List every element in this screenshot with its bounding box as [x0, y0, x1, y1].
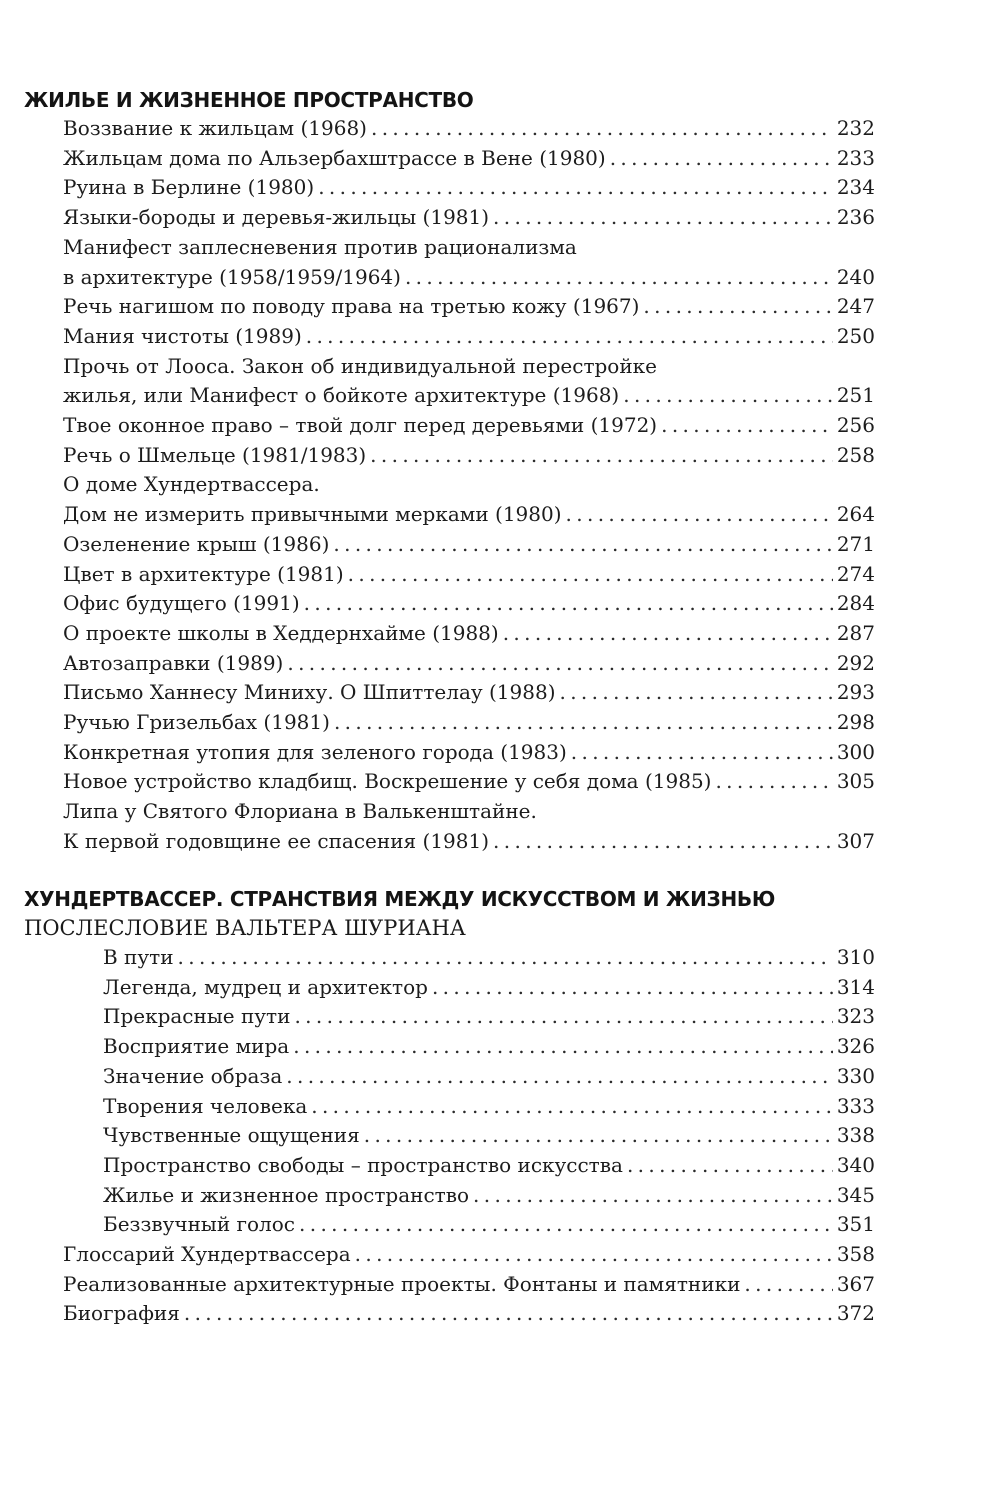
toc-entry-title: Пространство свободы – пространство искусства: [103, 1152, 623, 1177]
toc-entry-title: Манифест заплесневения против рационализма: [63, 234, 577, 259]
toc-page-number: 326: [836, 1034, 875, 1059]
dot-leader: [334, 708, 833, 738]
toc-entry-title: Прекрасные пути: [103, 1004, 291, 1029]
dot-leader: [405, 263, 833, 293]
toc-entry-title: В пути: [103, 945, 174, 969]
toc-entry-title: Твое оконное право – твой долг перед деревьями (1972): [63, 413, 658, 437]
toc-page-number: 284: [836, 591, 875, 616]
toc-entry: [63, 797, 875, 827]
toc-page-number: 293: [836, 680, 875, 705]
toc-entry-title: Новое устройство кладбищ. Воскрешение у себя дома (1985): [63, 769, 712, 794]
toc-entry: [103, 1181, 875, 1211]
toc-entry-title: Творения человека: [103, 1093, 308, 1118]
toc-page-number: 240: [836, 264, 875, 289]
dot-leader: [493, 827, 833, 857]
toc-entry-title: Речь нагишом по поводу права на третью кожу (1967): [63, 294, 640, 319]
toc-page-number: 234: [836, 175, 875, 200]
toc-entry-title: О доме Хундертвассера.: [63, 472, 320, 497]
toc-page-number: 300: [836, 739, 875, 764]
dot-leader: [715, 767, 832, 797]
toc-entry: [63, 1240, 875, 1270]
toc-page-number: 271: [836, 531, 875, 556]
toc-entry: [103, 1062, 875, 1092]
dot-leader: [493, 203, 833, 233]
dot-leader: [348, 560, 833, 590]
dot-leader: [643, 292, 832, 322]
toc-page-number: 298: [836, 710, 875, 734]
toc-page-number: 307: [836, 828, 875, 853]
toc-entry: [103, 1151, 875, 1181]
toc-page-number: 250: [836, 323, 875, 348]
toc-page-number: 292: [836, 650, 875, 675]
toc-entry: [63, 767, 875, 797]
toc-entry-title: Автозаправки (1989): [63, 650, 284, 675]
dot-leader: [623, 381, 833, 411]
section-heading-housing: ЖИЛЬЕ И ЖИЗНЕННОЕ ПРОСТРАНСТВО: [24, 88, 474, 112]
dot-leader: [299, 1210, 833, 1240]
toc-page-number: 256: [836, 413, 875, 437]
dot-leader: [293, 1032, 833, 1062]
toc-entry-title: Офис будущего (1991): [63, 591, 300, 616]
toc-entry: [63, 1270, 875, 1300]
dot-leader: [318, 173, 833, 203]
toc-page-number: 367: [836, 1271, 875, 1296]
toc-page-number: 232: [836, 116, 875, 140]
toc-page-number: 236: [836, 205, 875, 230]
dot-leader: [503, 619, 833, 649]
toc-entry: [63, 589, 875, 619]
toc-entry: [103, 1032, 875, 1062]
toc-entry: [63, 263, 875, 293]
toc-page-number: 323: [836, 1004, 875, 1029]
toc-page-number: 358: [836, 1242, 875, 1266]
toc-page-number: 305: [836, 769, 875, 794]
toc-entry-title: Цвет в архитектуре (1981): [63, 561, 344, 586]
toc-entry-title: Биография: [63, 1301, 180, 1326]
toc-entry: [103, 1002, 875, 1032]
toc-entry-title: Липа у Святого Флориана в Валькенштайне.: [63, 799, 537, 824]
dot-leader: [571, 738, 833, 768]
toc-page-number: 233: [836, 145, 875, 170]
toc-page-number: 372: [836, 1301, 875, 1326]
toc-page-number: 310: [836, 945, 875, 969]
toc-entry: [63, 173, 875, 203]
toc-entry-title: Письмо Ханнесу Миниху. О Шпиттелау (1988): [63, 680, 556, 705]
dot-leader: [178, 943, 833, 973]
dot-leader: [661, 411, 833, 441]
toc-entry-title: Мания чистоты (1989): [63, 323, 302, 348]
toc-entry: [63, 678, 875, 708]
toc-entry-title: О проекте школы в Хеддернхайме (1988): [63, 620, 499, 645]
dot-leader: [566, 500, 833, 530]
toc-entry: [63, 233, 875, 263]
dot-leader: [432, 973, 833, 1003]
toc-entry-title: Чувственные ощущения: [103, 1123, 360, 1148]
dot-leader: [370, 441, 833, 471]
toc-entry: [63, 411, 875, 441]
toc-entry-title: Жилье и жизненное пространство: [103, 1182, 470, 1207]
toc-entry-title: Дом не измерить привычными мерками (1980): [63, 502, 562, 527]
dot-leader: [304, 589, 833, 619]
dot-leader: [184, 1299, 833, 1329]
toc-page-number: 251: [836, 383, 875, 408]
toc-entry: [63, 560, 875, 590]
toc-entry: [103, 1092, 875, 1122]
toc-page-number: 274: [836, 561, 875, 586]
dot-leader: [744, 1270, 832, 1300]
toc-entry-title: Жильцам дома по Альзербахштрассе в Вене (1980): [63, 145, 606, 170]
dot-leader: [355, 1240, 833, 1270]
dot-leader: [560, 678, 833, 708]
toc-entry-title: Языки-бороды и деревья-жильцы (1981): [63, 205, 490, 230]
toc-entry-title: Прочь от Лооса. Закон об индивидуальной перестройке: [63, 353, 658, 378]
toc-entry: [103, 973, 875, 1003]
dot-leader: [371, 114, 833, 144]
toc-page-number: 340: [836, 1152, 875, 1177]
dot-leader: [311, 1092, 833, 1122]
toc-entry: [63, 619, 875, 649]
toc-entry-title: Беззвучный голос: [103, 1212, 296, 1237]
toc-page-number: 287: [836, 620, 875, 645]
dot-leader: [286, 1062, 833, 1092]
toc-entry-title: Речь о Шмельце (1981/1983): [63, 442, 367, 467]
toc-entry: [63, 441, 875, 471]
toc-entry: [63, 322, 875, 352]
dot-leader: [627, 1151, 833, 1181]
toc-entry-title: жилья, или Манифест о бойкоте архитектуре (1968): [63, 383, 620, 408]
toc-entry-title: Восприятие мира: [103, 1034, 290, 1059]
toc-entry-title: Легенда, мудрец и архитектор: [103, 974, 428, 999]
toc-entry-title: К первой годовщине ее спасения (1981): [63, 828, 490, 853]
toc-page-number: 333: [836, 1093, 875, 1118]
toc-entry-title: Значение образа: [103, 1063, 283, 1088]
dot-leader: [294, 1002, 832, 1032]
toc-entry: [63, 470, 875, 500]
toc-entry-title: Воззвание к жильцам (1968): [63, 116, 367, 140]
toc-entry: [63, 530, 875, 560]
toc-page-number: 351: [836, 1212, 875, 1237]
toc-entry-title: в архитектуре (1958/1959/1964): [63, 264, 401, 289]
toc-page-number: 258: [836, 442, 875, 467]
toc-entry: [63, 203, 875, 233]
toc-entry: [63, 708, 875, 738]
toc-entry: [103, 943, 875, 973]
dot-leader: [610, 144, 833, 174]
toc-page-number: 264: [836, 502, 875, 527]
toc-entry: [63, 381, 875, 411]
section-heading-afterword: ХУНДЕРТВАССЕР. СТРАНСТВИЯ МЕЖДУ ИСКУССТВОМ И ЖИЗНЬЮ: [24, 887, 775, 911]
toc-entry-title: Озеленение крыш (1986): [63, 531, 330, 556]
toc-entry: [63, 649, 875, 679]
toc-page-number: 330: [836, 1063, 875, 1088]
toc-entry-title: Реализованные архитектурные проекты. Фонтаны и памятники: [63, 1271, 741, 1296]
toc-entry: [63, 827, 875, 857]
toc-entry-title: Ручью Гризельбах (1981): [63, 710, 330, 734]
toc-entry: [103, 1121, 875, 1151]
toc-entry-title: Руина в Берлине (1980): [63, 175, 315, 200]
dot-leader: [473, 1181, 833, 1211]
toc-page-number: 338: [836, 1123, 875, 1148]
toc-entry: [103, 1210, 875, 1240]
toc-page-number: 314: [836, 974, 875, 999]
dot-leader: [333, 530, 832, 560]
dot-leader: [287, 649, 832, 679]
toc-entry-title: Глоссарий Хундертвассера: [63, 1242, 351, 1266]
toc-page-number: 345: [836, 1182, 875, 1207]
dot-leader: [364, 1121, 833, 1151]
dot-leader: [306, 322, 833, 352]
toc-entry: [63, 144, 875, 174]
toc-entry: [63, 738, 875, 768]
toc-entry: [63, 500, 875, 530]
section-subheading: ПОСЛЕСЛОВИЕ ВАЛЬТЕРА ШУРИАНА: [24, 916, 466, 940]
toc-entry: [63, 1299, 875, 1329]
toc-entry-title: Конкретная утопия для зеленого города (1983): [63, 739, 567, 764]
toc-entry: [63, 352, 875, 382]
toc-entry: [63, 114, 875, 144]
toc-entry: [63, 292, 875, 322]
toc-page-number: 247: [836, 294, 875, 319]
